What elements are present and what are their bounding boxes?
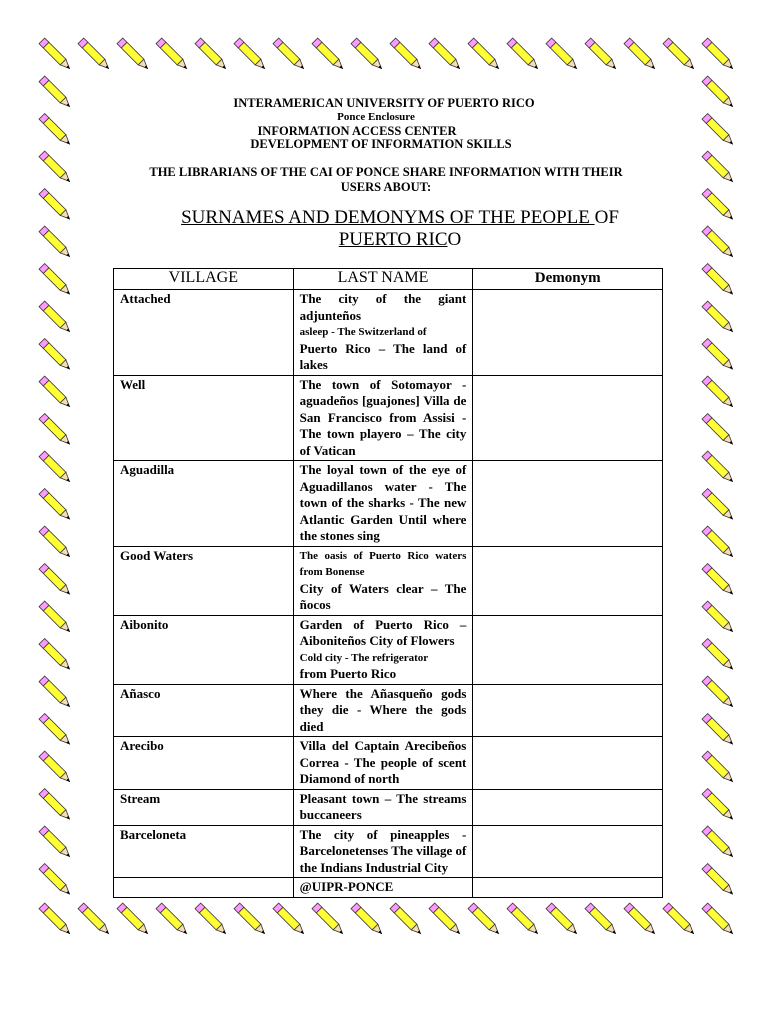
village-cell: Stream (114, 789, 294, 825)
header-demonym: Demonym (473, 269, 663, 290)
demonym-cell (473, 375, 663, 461)
last-name-cell (293, 290, 473, 376)
pencil-icon (585, 38, 619, 72)
pencil-icon (351, 38, 385, 72)
table-row (114, 789, 663, 825)
village-cell: Attached (114, 290, 294, 376)
pencil-icon (663, 903, 697, 937)
pencil-icon (468, 903, 502, 937)
header-last-name: LAST NAME (293, 269, 473, 290)
village-cell: Añasco (114, 684, 294, 737)
pencil-icon (702, 751, 736, 785)
pencil-icon (702, 414, 736, 448)
pencil-icon (312, 38, 346, 72)
table-row (114, 684, 663, 737)
pencil-icon (624, 38, 658, 72)
title-underlined: SURNAMES AND DEMONYMS OF THE PEOPLE (181, 207, 595, 228)
pencil-icon (39, 414, 73, 448)
pencil-icon (39, 789, 73, 823)
demonym-cell (473, 878, 663, 898)
pencil-icon (234, 903, 268, 937)
pencil-icon (195, 38, 229, 72)
last-name-cell: Villa del Captain Arecibeños Correa - The people of scent Diamond of north (293, 737, 473, 790)
table-header-row (114, 269, 663, 290)
pencil-icon (585, 903, 619, 937)
last-name-line-2: Puerto Rico – The land of lakes (299, 340, 467, 372)
pencil-icon (702, 864, 736, 898)
last-name-cell: Where the Añasqueño gods they die - Where the gods died (293, 684, 473, 737)
pencil-icon (39, 564, 73, 598)
pencil-icon (39, 714, 73, 748)
table-row (114, 375, 663, 461)
demonym-cell (473, 461, 663, 547)
intro-line-1: THE LIBRARIANS OF THE CAI OF PONCE SHARE INFORMATION WITH THEIR (149, 165, 623, 179)
pencil-icon (468, 38, 502, 72)
title-line2-rest: O (447, 229, 462, 250)
last-name-cell (293, 546, 473, 615)
pencil-icon (702, 789, 736, 823)
pencil-icon (702, 826, 736, 860)
table-row (114, 878, 663, 898)
last-name-small: Cold city - The refrigerator (299, 651, 429, 664)
title-line2: PUERTO RIC (338, 229, 448, 250)
pencil-icon (702, 489, 736, 523)
demonym-cell (473, 825, 663, 878)
pencil-icon (546, 38, 580, 72)
document-title (140, 207, 660, 251)
pencil-icon (156, 903, 190, 937)
last-name-line: City of Waters clear – The ñocos (299, 580, 467, 612)
pencil-icon (78, 903, 112, 937)
pencil-icon (429, 903, 463, 937)
last-name-line-2: from Puerto Rico (299, 666, 397, 681)
pencil-icon (702, 38, 736, 72)
last-name-cell: The loyal town of the eye of Aguadillanos water - The town of the sharks - The new Atlantic Garden Until where the stones sing (293, 461, 473, 547)
pencil-icon (156, 38, 190, 72)
pencil-icon (312, 903, 346, 937)
pencil-icon (78, 38, 112, 72)
pencil-icon (702, 301, 736, 335)
pencil-icon (702, 601, 736, 635)
pencil-icon (624, 903, 658, 937)
table-row (114, 461, 663, 547)
table-row (114, 546, 663, 615)
pencil-icon (39, 676, 73, 710)
pencil-icon (429, 38, 463, 72)
pencil-icon (39, 451, 73, 485)
header-village: VILLAGE (114, 269, 294, 290)
pencil-icon (195, 903, 229, 937)
last-name-small: The oasis of Puerto Rico waters from Bonense (299, 549, 467, 578)
pencil-icon (702, 526, 736, 560)
demonym-cell (473, 290, 663, 376)
table-row (114, 737, 663, 790)
pencil-icon (39, 751, 73, 785)
last-name-cell: The city of pineapples - Barcelonetenses The village of the Indians Industrial City (293, 825, 473, 878)
last-name-cell (293, 615, 473, 684)
pencil-icon (702, 339, 736, 373)
pencil-icon (117, 38, 151, 72)
pencil-icon (39, 226, 73, 260)
last-name-cell: Pleasant town – The streams buccaneers (293, 789, 473, 825)
pencil-icon (663, 38, 697, 72)
village-cell (114, 878, 294, 898)
title-rest: OF (594, 207, 619, 228)
pencil-icon (702, 264, 736, 298)
pencil-icon (39, 826, 73, 860)
pencil-icon (546, 903, 580, 937)
university-name: INTERAMERICAN UNIVERSITY OF PUERTO RICO (233, 96, 535, 110)
pencil-icon (507, 903, 541, 937)
village-cell: Aibonito (114, 615, 294, 684)
pencil-icon (39, 301, 73, 335)
pencil-icon (117, 903, 151, 937)
pencil-icon (39, 264, 73, 298)
pencil-icon (702, 639, 736, 673)
demonym-cell (473, 546, 663, 615)
pencil-icon (273, 38, 307, 72)
last-name-cell: @UIPR-PONCE (293, 878, 473, 898)
village-cell: Barceloneta (114, 825, 294, 878)
pencil-icon (702, 226, 736, 260)
table-row (114, 825, 663, 878)
pencil-icon (39, 38, 73, 72)
demonym-cell (473, 615, 663, 684)
village-cell: Well (114, 375, 294, 461)
pencil-icon (390, 903, 424, 937)
pencil-icon (39, 339, 73, 373)
pencil-icon (39, 376, 73, 410)
municipalities-table (113, 268, 663, 898)
pencil-icon (39, 903, 73, 937)
pencil-icon (234, 38, 268, 72)
last-name-cell: The town of Sotomayor - aguadeños [guajones] Villa de San Francisco from Assisi - The town playero – The city of Vatican (293, 375, 473, 461)
last-name-line: Garden of Puerto Rico – Aiboniteños City of Flowers (299, 616, 467, 648)
pencil-icon (702, 376, 736, 410)
table-row (114, 615, 663, 684)
demonym-cell (473, 737, 663, 790)
pencil-icon (39, 601, 73, 635)
village-cell: Arecibo (114, 737, 294, 790)
last-name-small: asleep - The Switzerland of (299, 326, 427, 338)
table-row (114, 290, 663, 376)
center-name: INFORMATION ACCESS CENTER (257, 124, 457, 138)
pencil-icon (702, 676, 736, 710)
intro-line-2: USERS ABOUT: (340, 180, 432, 194)
pencil-icon (273, 903, 307, 937)
village-cell: Good Waters (114, 546, 294, 615)
pencil-icon (702, 564, 736, 598)
pencil-icon (702, 903, 736, 937)
pencil-icon (39, 639, 73, 673)
pencil-icon (351, 903, 385, 937)
intro-text (2, 165, 768, 195)
pencil-icon (507, 38, 541, 72)
pencil-icon (39, 489, 73, 523)
last-name-line: The city of the giant adjunteños (299, 291, 467, 323)
enclosure-name: Ponce Enclosure (337, 111, 415, 123)
demonym-cell (473, 789, 663, 825)
village-cell: Aguadilla (114, 461, 294, 547)
pencil-icon (39, 526, 73, 560)
demonym-cell (473, 684, 663, 737)
pencil-icon (39, 864, 73, 898)
program-name: DEVELOPMENT OF INFORMATION SKILLS (250, 137, 512, 151)
pencil-icon (702, 451, 736, 485)
pencil-icon (702, 714, 736, 748)
pencil-icon (390, 38, 424, 72)
